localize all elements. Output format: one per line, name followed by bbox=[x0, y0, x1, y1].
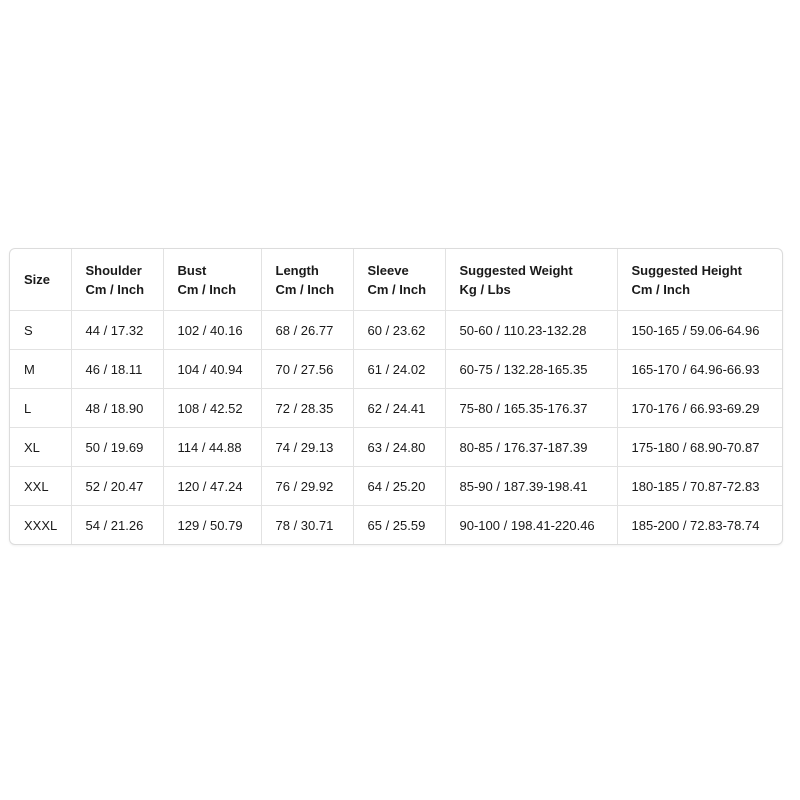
cell-sleeve: 64 / 25.20 bbox=[353, 467, 445, 506]
cell-size: XL bbox=[10, 428, 71, 467]
header-label: Sleeve bbox=[367, 262, 409, 278]
cell-sleeve: 61 / 24.02 bbox=[353, 350, 445, 389]
header-label: Bust bbox=[177, 262, 207, 278]
cell-bust: 114 / 44.88 bbox=[163, 428, 261, 467]
header-unit: Cm / Inch bbox=[275, 281, 335, 297]
cell-size: M bbox=[10, 350, 71, 389]
cell-shoulder: 46 / 18.11 bbox=[71, 350, 163, 389]
header-size bbox=[10, 249, 71, 311]
header-label: Length bbox=[275, 262, 319, 278]
header-unit: Cm / Inch bbox=[631, 281, 691, 297]
table-row bbox=[10, 350, 782, 389]
cell-height: 185-200 / 72.83-78.74 bbox=[631, 517, 760, 533]
cell-height: 170-176 / 66.93-69.29 bbox=[617, 389, 782, 428]
header-unit: Cm / Inch bbox=[367, 281, 427, 297]
cell-weight: 80-85 / 176.37-187.39 bbox=[445, 428, 617, 467]
cell-length: 76 / 29.92 bbox=[261, 467, 353, 506]
cell-length: 78 / 30.71 bbox=[261, 506, 353, 545]
header-sleeve bbox=[353, 249, 445, 311]
header-label: Suggested Height bbox=[631, 262, 743, 278]
cell-shoulder: 52 / 20.47 bbox=[71, 467, 163, 506]
cell-length: 74 / 29.13 bbox=[261, 428, 353, 467]
cell-shoulder: 50 / 19.69 bbox=[71, 428, 163, 467]
cell-height: 165-170 / 64.96-66.93 bbox=[617, 350, 782, 389]
table-row bbox=[10, 311, 782, 350]
header-suggested-weight bbox=[445, 249, 617, 311]
header-length bbox=[261, 249, 353, 311]
cell-size: L bbox=[10, 389, 71, 428]
cell-sleeve: 60 / 23.62 bbox=[353, 311, 445, 350]
table-row bbox=[10, 506, 782, 545]
header-label: Suggested Weight bbox=[459, 262, 573, 278]
cell-weight: 50-60 / 110.23-132.28 bbox=[445, 311, 617, 350]
cell-weight: 85-90 / 187.39-198.41 bbox=[445, 467, 617, 506]
cell-bust: 120 / 47.24 bbox=[163, 467, 261, 506]
header-unit: Cm / Inch bbox=[85, 281, 145, 297]
cell-shoulder: 44 / 17.32 bbox=[71, 311, 163, 350]
cell-length: 72 / 28.35 bbox=[261, 389, 353, 428]
header-label: Size bbox=[24, 272, 51, 287]
cell-sleeve: 62 / 24.41 bbox=[353, 389, 445, 428]
header-bust bbox=[163, 249, 261, 311]
cell-weight: 60-75 / 132.28-165.35 bbox=[445, 350, 617, 389]
cell-sleeve: 63 / 24.80 bbox=[353, 428, 445, 467]
cell-weight: 90-100 / 198.41-220.46 bbox=[445, 506, 617, 545]
cell-height: 150-165 / 59.06-64.96 bbox=[617, 311, 782, 350]
table-row bbox=[10, 389, 782, 428]
header-label: Shoulder bbox=[85, 262, 142, 278]
cell-size: S bbox=[10, 311, 71, 350]
size-chart-table bbox=[9, 248, 783, 545]
cell-shoulder: 48 / 18.90 bbox=[71, 389, 163, 428]
table-row bbox=[10, 467, 782, 506]
table-row bbox=[10, 428, 782, 467]
cell-size: XXL bbox=[10, 467, 71, 506]
header-row bbox=[10, 249, 782, 311]
header-suggested-height bbox=[617, 249, 782, 311]
header-shoulder bbox=[71, 249, 163, 311]
cell-bust: 129 / 50.79 bbox=[163, 506, 261, 545]
cell-size: XXXL bbox=[10, 506, 71, 545]
cell-bust: 104 / 40.94 bbox=[163, 350, 261, 389]
cell-weight: 75-80 / 165.35-176.37 bbox=[445, 389, 617, 428]
cell-length: 70 / 27.56 bbox=[261, 350, 353, 389]
cell-bust: 102 / 40.16 bbox=[163, 311, 261, 350]
cell-bust: 108 / 42.52 bbox=[163, 389, 261, 428]
size-chart bbox=[10, 249, 782, 544]
header-unit: Kg / Lbs bbox=[459, 281, 511, 297]
cell-height: 175-180 / 68.90-70.87 bbox=[617, 428, 782, 467]
cell-sleeve: 65 / 25.59 bbox=[353, 506, 445, 545]
header-unit: Cm / Inch bbox=[177, 281, 237, 297]
cell-height: 180-185 / 70.87-72.83 bbox=[617, 467, 782, 506]
cell-length: 68 / 26.77 bbox=[261, 311, 353, 350]
cell-shoulder: 54 / 21.26 bbox=[71, 506, 163, 545]
